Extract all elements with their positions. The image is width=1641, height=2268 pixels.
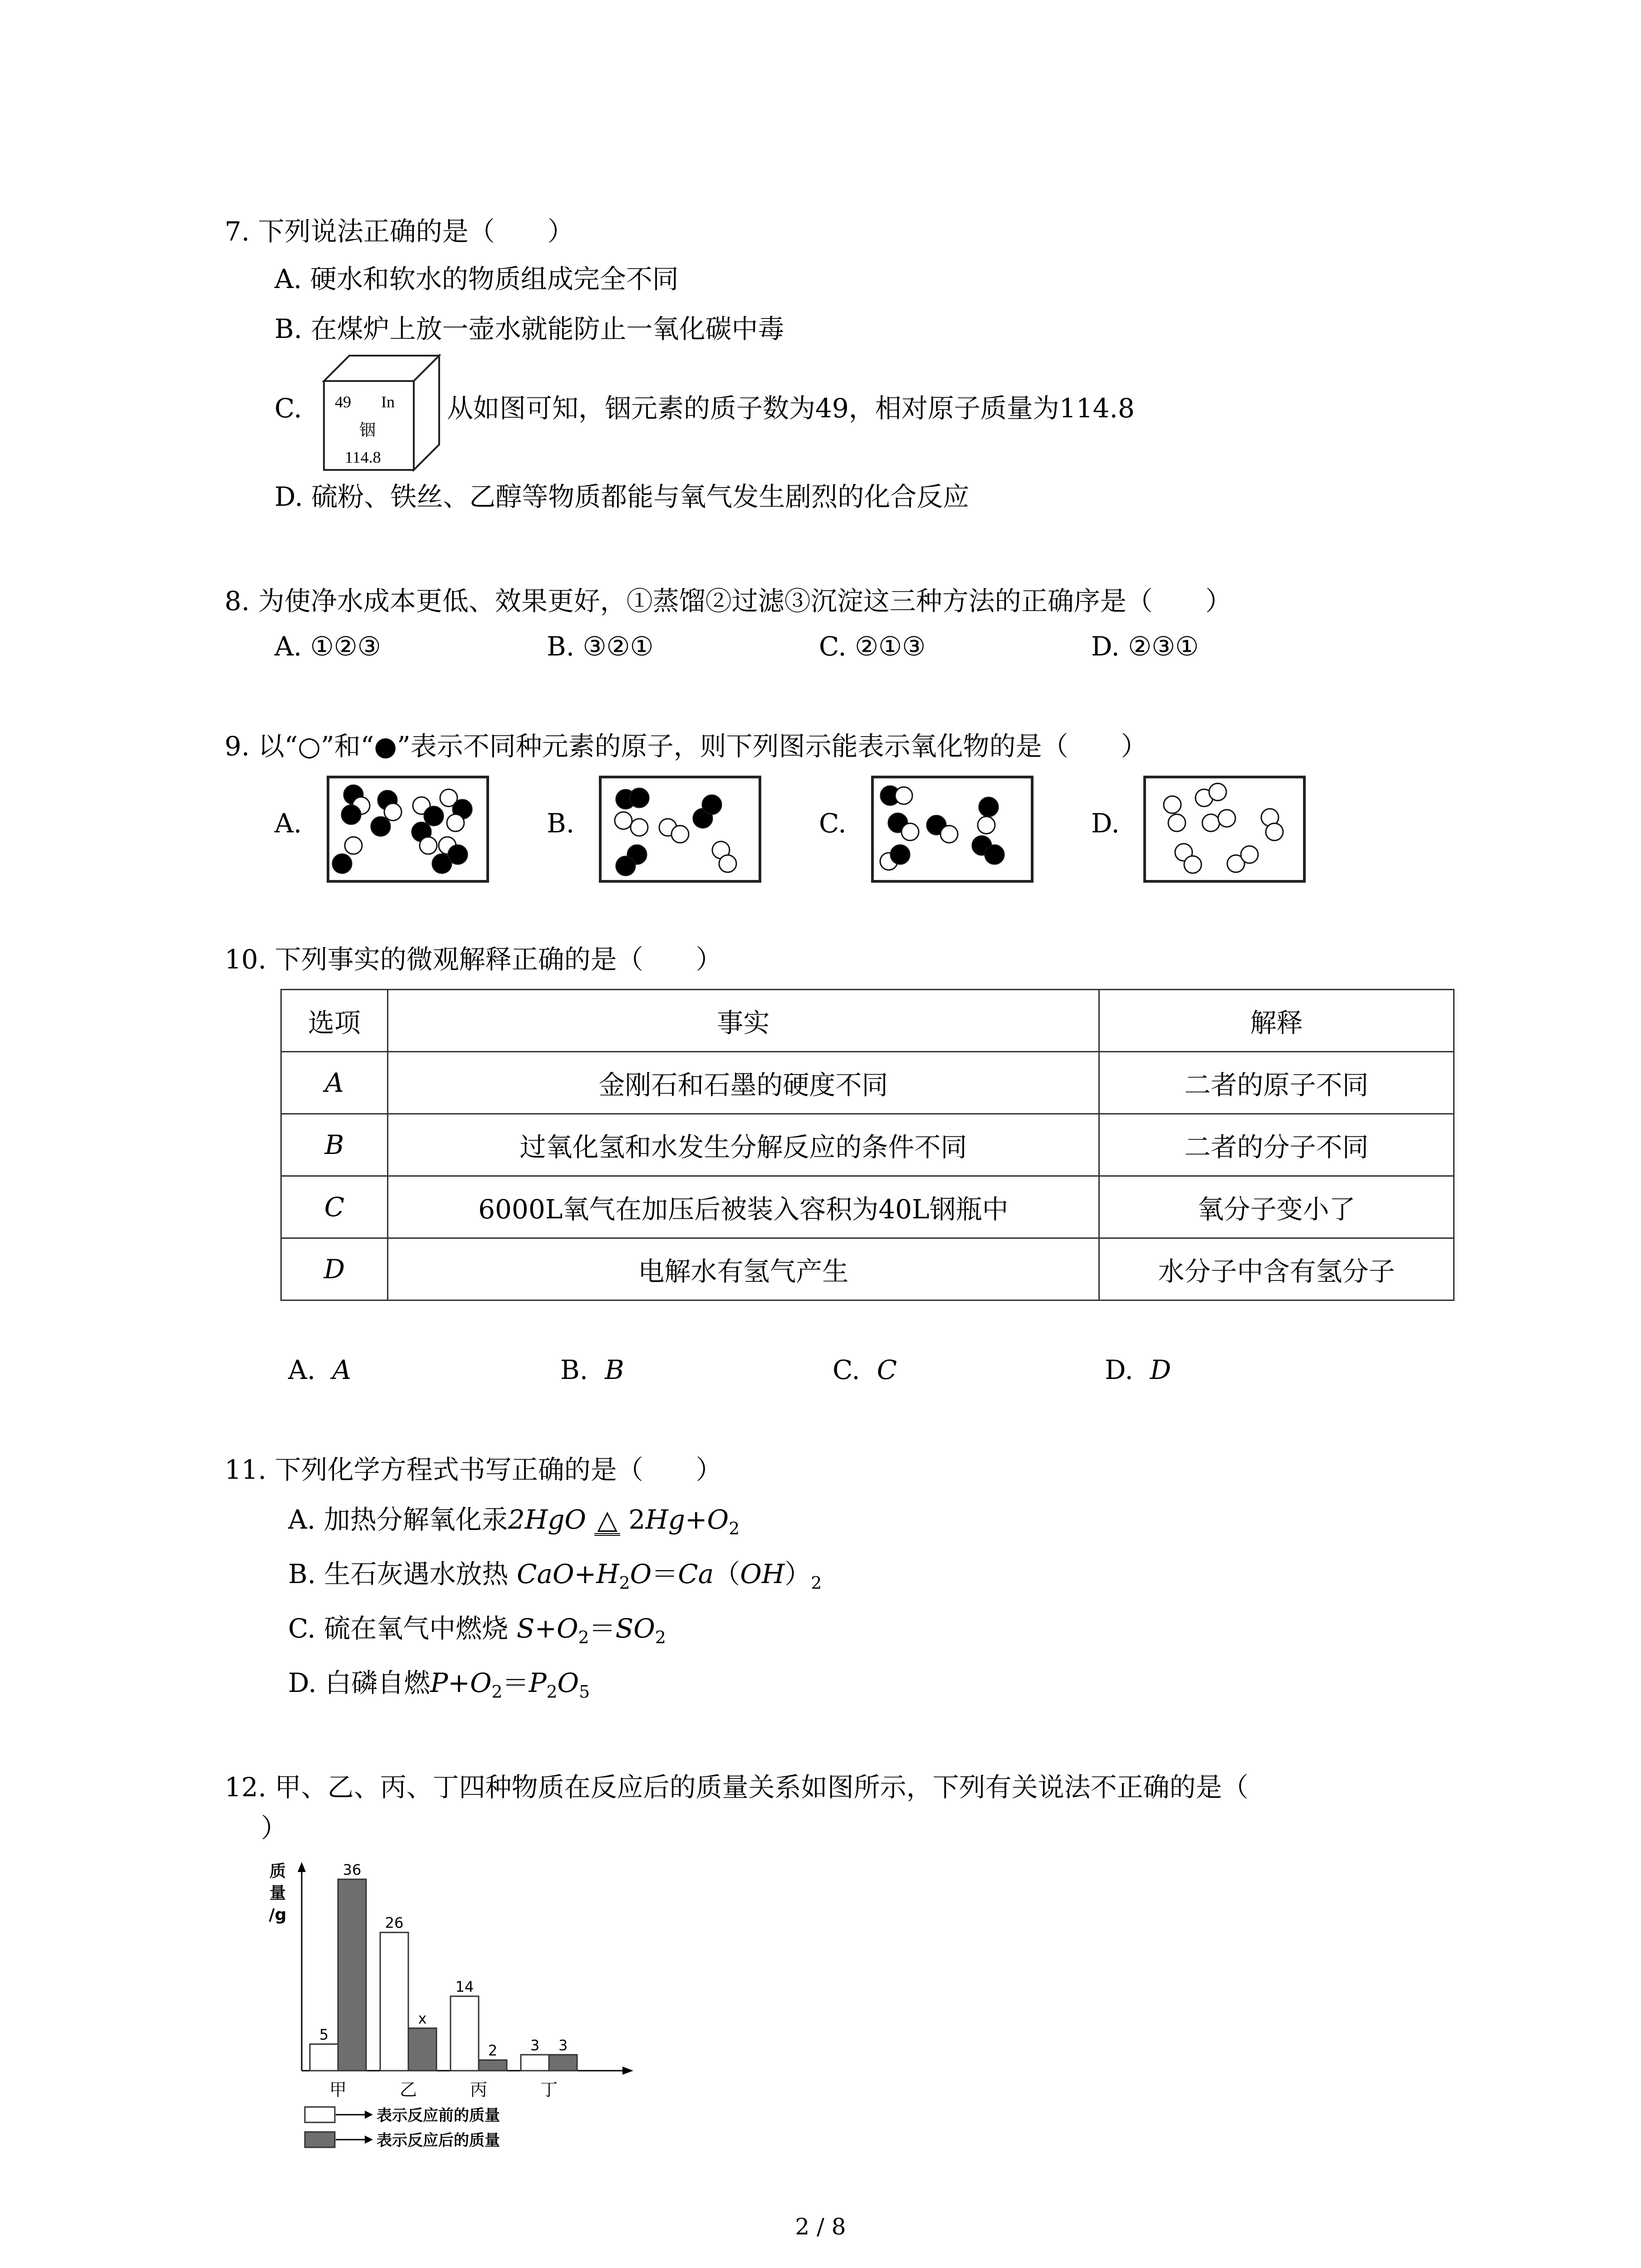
q10-option-a [288,1352,351,1388]
legend-swatch [305,2132,335,2147]
q11-option-d-text: D. 白磷自燃 [288,1667,431,1698]
q10-option-d-value: D [1150,1354,1171,1385]
mass-bar-chart [254,1853,653,2163]
table-row [281,1238,1454,1300]
equation-a-lhs: 2HgO [508,1504,586,1535]
table-row [281,1114,1454,1176]
category-label: 丁 [540,2080,558,2100]
bar-before [451,1996,479,2071]
table-cell-fact: 电解水有氢气产生 [387,1238,1099,1300]
element-card-indium [322,354,445,472]
q11-option-a [288,1501,740,1547]
table-header: 选项 [281,990,388,1052]
q12-stem-line1: 12. 甲、乙、丙、丁四种物质在反应后的质量关系如图所示，下列有关说法不正确的是（ [225,1772,1249,1803]
q8-stem: 8. 为使净水成本更低、效果更好，①蒸馏②过滤③沉淀这三种方法的正确序是（ ） [225,586,1232,616]
table-cell-option: A [281,1052,388,1114]
q8-option-a: A. ①②③ [274,631,381,662]
element-name: 铟 [359,421,376,440]
y-axis-label: 量 [269,1884,286,1902]
bar-before [310,2044,338,2071]
table-cell-option: B [281,1114,388,1176]
q10-option-a-value: A [332,1354,352,1385]
x-axis-arrow [622,2067,633,2075]
table-cell-fact: 6000L氧气在加压后被装入容积为40L钢瓶中 [387,1176,1099,1238]
table-cell-option: D [281,1238,388,1300]
q9-label-d: D. [1091,808,1120,839]
category-label: 乙 [399,2080,417,2100]
q10-option-b-value: B [604,1354,624,1385]
table-cell-option: C [281,1176,388,1238]
q12-stem-line2: ） [261,1813,288,1843]
q10-option-b-prefix: B. [560,1354,588,1385]
equation-a-rhs: $2Hg+O_2$ [628,1504,740,1539]
table-header-row [281,990,1454,1052]
category-label: 丙 [470,2080,488,2100]
element-number: 49 [335,393,351,411]
legend-arrow-head [365,2136,373,2144]
molecule-box-b [599,776,761,883]
q7-option-b: B. 在煤炉上放一壶水就能防止一氧化碳中毒 [274,313,784,344]
q7-option-d: D. 硫粉、铁丝、乙醇等物质都能与氧气发生剧烈的化合反应 [274,481,970,512]
data-label: 2 [488,2042,498,2059]
legend-label: 表示反应前的质量 [377,2107,500,2125]
q7-option-a: A. 硬水和软水的物质组成完全不同 [274,264,679,294]
table-header: 解释 [1099,990,1454,1052]
bar-after [549,2055,577,2071]
bar-after [479,2060,507,2071]
equation-d: $P+O_2=P_2O_5$ [430,1667,590,1702]
q10-option-d-prefix: D. [1105,1354,1133,1385]
q7-option-c-text: 从如图可知，铟元素的质子数为49，相对原子质量为114.8 [447,393,1135,424]
page-number: 2 / 8 [795,2214,846,2240]
y-axis-label: 质 [269,1862,286,1881]
element-mass: 114.8 [345,448,381,466]
q11-option-a-text: A. 加热分解氧化汞 [288,1504,508,1535]
table-cell-explanation: 二者的原子不同 [1099,1052,1454,1114]
table-row [281,1176,1454,1238]
q11-option-d [288,1665,590,1710]
molecule-box-d [1143,776,1306,883]
legend-label: 表示反应后的质量 [377,2131,500,2150]
table-cell-explanation: 二者的分子不同 [1099,1114,1454,1176]
table-cell-fact: 过氧化氢和水发生分解反应的条件不同 [387,1114,1099,1176]
q11-option-c-text: C. 硫在氧气中燃烧 [288,1613,509,1644]
bar-before [521,2055,549,2071]
bar-before [380,1932,408,2071]
element-symbol: In [381,393,395,411]
molecule-box-a [327,776,489,883]
q10-option-b [560,1352,624,1388]
data-label: 3 [558,2036,568,2054]
heat-triangle-icon: △ [594,1506,620,1536]
data-label: 3 [530,2036,540,2054]
data-label: 14 [455,1978,474,1995]
q9-label-a: A. [274,808,302,839]
q10-option-c-prefix: C. [833,1354,860,1385]
q10-option-c-value: C [877,1354,897,1385]
q8-option-d: D. ②③① [1091,631,1199,662]
mass-chart-svg [254,1853,653,2161]
legend-swatch [305,2107,335,2122]
q10-option-c [833,1352,897,1388]
q10-stem: 10. 下列事实的微观解释正确的是（ ） [225,944,722,975]
q7-option-c-label: C. [274,393,302,424]
bar-after [338,1879,366,2071]
data-label: x [418,2010,427,2028]
q11-option-b [288,1556,822,1601]
y-axis-label: /g [269,1906,287,1924]
table-row [281,1052,1454,1114]
category-label: 甲 [329,2080,347,2100]
q10-option-a-prefix: A. [288,1354,316,1385]
facts-table [280,989,1455,1301]
q9-label-b: B. [547,808,575,839]
molecule-box-c [871,776,1034,883]
q8-option-c: C. ②①③ [819,631,926,662]
table-header: 事实 [387,990,1099,1052]
data-label: 36 [343,1861,362,1878]
table-cell-fact: 金刚石和石墨的硬度不同 [387,1052,1099,1114]
table-cell-explanation: 氧分子变小了 [1099,1176,1454,1238]
equation-c: $S+O_2=SO_2$ [516,1613,666,1647]
q11-option-c [288,1610,666,1656]
q9-label-c: C. [819,808,847,839]
q10-option-d [1105,1352,1171,1388]
q8-option-b: B. ③②① [547,631,654,662]
q11-stem: 11. 下列化学方程式书写正确的是（ ） [225,1454,722,1485]
q9-stem: 9. 以“○”和“●”表示不同种元素的原子，则下列图示能表示氧化物的是（ ） [225,731,1147,762]
legend-arrow-head [365,2111,373,2119]
bar-after [408,2028,436,2071]
table-cell-explanation: 水分子中含有氢分子 [1099,1238,1454,1300]
y-axis-arrow [298,1862,306,1872]
q11-option-b-text: B. 生石灰遇水放热 [288,1559,509,1589]
data-label: 26 [385,1914,404,1932]
equation-b: $CaO+H_2O=Ca(OH)_2$ [516,1559,822,1593]
data-label: 5 [319,2026,329,2043]
q7-stem: 7. 下列说法正确的是（ ） [225,216,574,247]
